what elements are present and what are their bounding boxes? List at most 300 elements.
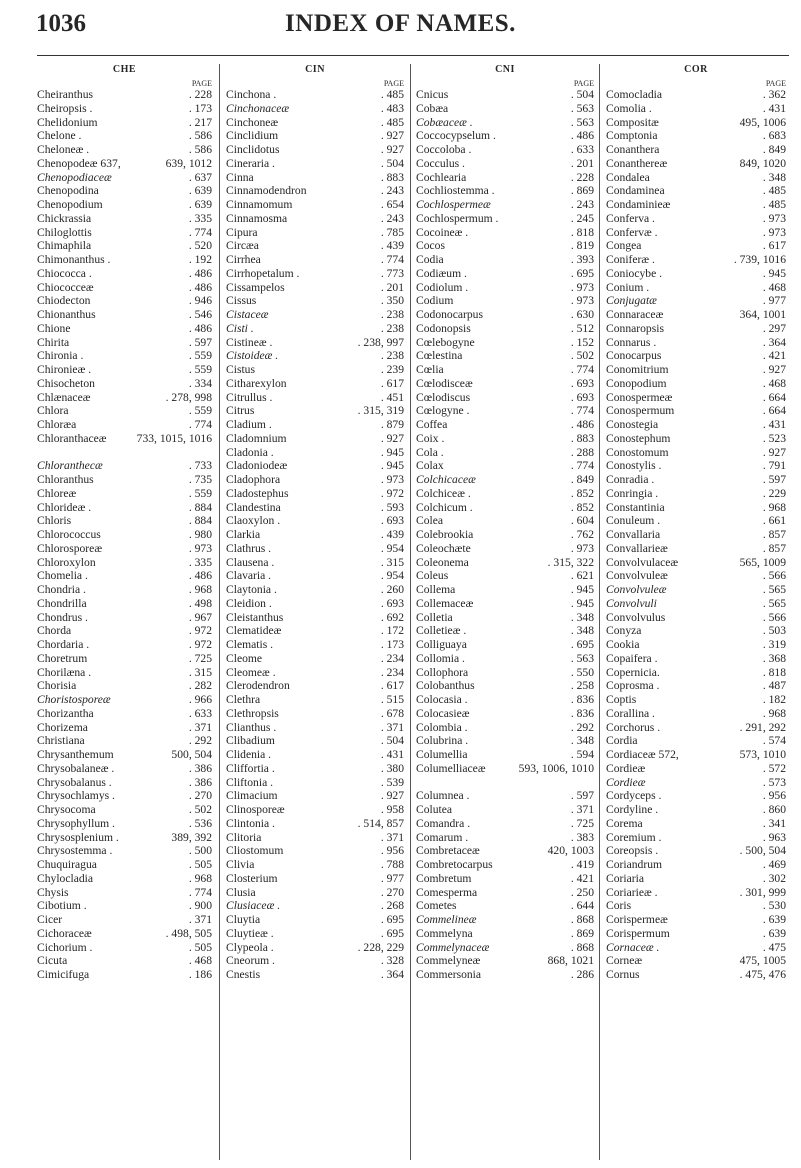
index-entry bbox=[37, 528, 212, 542]
column-heading: CNI bbox=[495, 64, 515, 75]
entry-page-ref: . 439 bbox=[380, 528, 404, 541]
index-entry bbox=[37, 556, 212, 570]
entry-name: Conjugatæ bbox=[606, 294, 657, 308]
index-entry bbox=[37, 363, 212, 377]
index-entry bbox=[37, 913, 212, 927]
index-entry bbox=[416, 528, 594, 542]
index-entry bbox=[226, 363, 404, 377]
index-entry bbox=[416, 707, 594, 721]
entry-name: Conostephum bbox=[606, 431, 671, 445]
index-entry bbox=[416, 817, 594, 831]
entry-name: Colubrina . bbox=[416, 734, 469, 748]
entry-page-ref: . 182 bbox=[762, 693, 786, 706]
entry-page-ref: . 945 bbox=[762, 266, 786, 280]
index-entry bbox=[37, 171, 212, 185]
entry-name: Choristosporeæ bbox=[37, 693, 111, 706]
entry-page-ref: . 762 bbox=[570, 528, 594, 541]
entry-name: Coleonema bbox=[416, 555, 469, 569]
index-entry bbox=[416, 556, 594, 570]
entry-page-ref: . 505 bbox=[188, 940, 212, 954]
index-column-cni bbox=[416, 64, 594, 982]
index-entry bbox=[606, 198, 786, 212]
entry-page-ref: . 849 bbox=[762, 143, 786, 156]
entry-name: Chrysobalanus . bbox=[37, 775, 112, 789]
entry-name: Chironieæ . bbox=[37, 363, 92, 376]
entry-page-ref: . 774 bbox=[570, 459, 594, 473]
index-entry bbox=[37, 198, 212, 212]
entry-name: Coleus bbox=[416, 569, 449, 583]
entry-page-ref: . 319 bbox=[762, 638, 786, 651]
entry-page-ref: . 968 bbox=[762, 706, 786, 720]
index-entry bbox=[226, 941, 404, 955]
entry-page-ref: 495, 1006 bbox=[739, 115, 786, 129]
entry-name: Colobanthus bbox=[416, 679, 475, 693]
entry-page-ref: . 348 bbox=[570, 610, 594, 624]
entry-name: Chloræa bbox=[37, 418, 77, 431]
index-entry bbox=[226, 624, 404, 638]
index-entry bbox=[37, 501, 212, 515]
entry-name: Cœlogyne . bbox=[416, 404, 470, 418]
index-entry bbox=[606, 858, 786, 872]
entry-page-ref: 475, 1005 bbox=[739, 954, 786, 968]
entry-name: Cisti . bbox=[226, 321, 254, 335]
entry-page-ref: . 504 bbox=[380, 156, 404, 170]
entry-page-ref: . 371 bbox=[188, 720, 212, 734]
entry-name: Clitoria bbox=[226, 830, 262, 844]
entry-name: Coix . bbox=[416, 431, 445, 445]
entry-name: Clinosporeæ bbox=[226, 803, 285, 816]
index-entry bbox=[606, 542, 786, 556]
index-entry bbox=[416, 666, 594, 680]
entry-page-ref: 593, 1006, 1010 bbox=[518, 761, 594, 775]
entry-page-ref: . 630 bbox=[570, 308, 594, 321]
page-title: INDEX OF NAMES. bbox=[285, 10, 516, 37]
entry-name: Convolvuleæ bbox=[606, 583, 667, 596]
entry-name: Connarus . bbox=[606, 335, 657, 349]
entry-page-ref: . 664 bbox=[762, 404, 786, 418]
entry-page-ref: . 539 bbox=[380, 775, 404, 789]
entry-name: Cochliostemma . bbox=[416, 184, 495, 198]
entry-name: Coccocypselum . bbox=[416, 129, 496, 143]
index-entry bbox=[37, 817, 212, 831]
index-entry bbox=[606, 886, 786, 900]
entry-page-ref: . 258 bbox=[570, 679, 594, 693]
entry-name: Cocculus . bbox=[416, 156, 465, 170]
index-entry bbox=[416, 404, 594, 418]
index-entry bbox=[226, 308, 404, 322]
entry-page-ref: . 483 bbox=[380, 101, 404, 115]
index-entry bbox=[37, 239, 212, 253]
entry-page-ref: . 819 bbox=[570, 239, 594, 253]
entry-page-ref: . 559 bbox=[188, 363, 212, 376]
entry-name: Colchicum . bbox=[416, 500, 473, 514]
index-entry bbox=[37, 776, 212, 790]
entry-page-ref: . 315, 319 bbox=[357, 404, 404, 418]
entry-name: Conostylis . bbox=[606, 459, 662, 473]
index-entry bbox=[606, 226, 786, 240]
entry-page-ref: 849, 1020 bbox=[739, 156, 786, 170]
entry-name: Cordia bbox=[606, 734, 638, 748]
index-column-che bbox=[37, 64, 212, 982]
entry-page-ref: . 348 bbox=[570, 734, 594, 748]
index-entry bbox=[606, 212, 786, 226]
entry-page-ref: . 661 bbox=[762, 514, 786, 528]
entry-page-ref: . 228 bbox=[188, 88, 212, 101]
entry-page-ref: . 572 bbox=[762, 761, 786, 775]
entry-page-ref: . 725 bbox=[188, 651, 212, 665]
entry-name: Chrysostemma . bbox=[37, 844, 113, 858]
entry-page-ref: . 654 bbox=[380, 198, 404, 211]
index-entry bbox=[416, 844, 594, 858]
entry-page-ref: . 250 bbox=[570, 885, 594, 899]
entry-name: Cœlebogyne bbox=[416, 335, 475, 349]
index-entry bbox=[226, 968, 404, 982]
index-entry bbox=[226, 693, 404, 707]
entry-page-ref: . 968 bbox=[762, 500, 786, 514]
entry-name: Chloroxylon bbox=[37, 555, 96, 569]
index-entry bbox=[37, 267, 212, 281]
entry-page-ref: . 695 bbox=[380, 913, 404, 926]
entry-name: Christiana bbox=[37, 734, 85, 748]
index-entry bbox=[37, 157, 212, 171]
index-entry bbox=[606, 487, 786, 501]
index-entry bbox=[416, 803, 594, 817]
entry-page-ref: . 565 bbox=[762, 583, 786, 596]
entry-name: Cometes bbox=[416, 899, 457, 913]
entry-name: Columellia bbox=[416, 748, 468, 761]
index-entry bbox=[416, 858, 594, 872]
index-entry bbox=[226, 514, 404, 528]
index-entry bbox=[416, 116, 594, 130]
entry-page-ref: . 386 bbox=[188, 775, 212, 789]
entry-name: Clianthus . bbox=[226, 720, 277, 734]
entry-name: Cladonia . bbox=[226, 445, 274, 459]
entry-name: Cordieæ bbox=[606, 761, 646, 775]
entry-name: Conyza bbox=[606, 624, 642, 638]
index-entry bbox=[37, 789, 212, 803]
index-entry bbox=[606, 501, 786, 515]
entry-name: Citharexylon bbox=[226, 376, 287, 390]
entry-name: Cleomeæ . bbox=[226, 665, 276, 679]
entry-name: Congea bbox=[606, 239, 642, 253]
entry-name: Conostegia bbox=[606, 418, 659, 431]
entry-name: Cleistanthus bbox=[226, 610, 284, 624]
index-entry bbox=[37, 954, 212, 968]
entry-page-ref: . 286 bbox=[570, 968, 594, 981]
index-entry bbox=[606, 432, 786, 446]
entry-page-ref: . 243 bbox=[380, 211, 404, 225]
entry-name: Chordaria . bbox=[37, 638, 90, 651]
entry-name: Columelliaceæ bbox=[416, 761, 486, 775]
index-entry bbox=[606, 707, 786, 721]
entry-page-ref: . 836 bbox=[570, 706, 594, 720]
index-entry bbox=[226, 886, 404, 900]
index-entry bbox=[606, 872, 786, 886]
entry-page-ref: . 229 bbox=[762, 486, 786, 500]
index-entry bbox=[37, 432, 212, 460]
index-entry bbox=[606, 803, 786, 817]
index-entry bbox=[416, 611, 594, 625]
entry-page-ref: . 368 bbox=[762, 651, 786, 665]
entry-page-ref: . 515 bbox=[380, 693, 404, 706]
entry-page-ref: . 774 bbox=[188, 885, 212, 899]
entry-name: Convolvulaceæ bbox=[606, 555, 679, 569]
entry-page-ref: . 860 bbox=[762, 803, 786, 816]
entry-page-ref: . 270 bbox=[380, 885, 404, 899]
index-entry bbox=[606, 693, 786, 707]
index-entry bbox=[606, 597, 786, 611]
index-entry bbox=[606, 418, 786, 432]
index-entry bbox=[37, 597, 212, 611]
index-entry bbox=[226, 446, 404, 460]
entry-page-ref: . 868 bbox=[570, 940, 594, 954]
page-column-label: PAGE bbox=[191, 79, 212, 88]
entry-page-ref: . 485 bbox=[380, 88, 404, 101]
index-entry bbox=[606, 666, 786, 680]
entry-page-ref: . 818 bbox=[762, 665, 786, 679]
entry-name: Cirrhea bbox=[226, 253, 261, 266]
entry-page-ref: . 486 bbox=[188, 321, 212, 335]
entry-page-ref: . 421 bbox=[762, 349, 786, 363]
index-entry bbox=[226, 569, 404, 583]
index-entry bbox=[416, 968, 594, 982]
index-entry bbox=[37, 899, 212, 913]
index-entry bbox=[226, 418, 404, 432]
entry-name: Conium . bbox=[606, 280, 650, 294]
entry-page-ref: . 234 bbox=[380, 665, 404, 679]
entry-page-ref: . 573 bbox=[762, 775, 786, 789]
entry-name: Citrus bbox=[226, 404, 255, 418]
index-entry bbox=[37, 666, 212, 680]
entry-page-ref: . 278, 998 bbox=[165, 390, 212, 404]
entry-name: Conospermeæ bbox=[606, 390, 673, 404]
entry-page-ref: . 958 bbox=[380, 803, 404, 816]
entry-name: Chondrilla bbox=[37, 596, 87, 610]
index-entry bbox=[416, 391, 594, 405]
entry-page-ref: . 520 bbox=[188, 239, 212, 253]
entry-page-ref: . 972 bbox=[188, 624, 212, 638]
index-entry bbox=[606, 102, 786, 116]
entry-name: Corneæ bbox=[606, 954, 643, 968]
entry-page-ref: . 419 bbox=[570, 858, 594, 871]
entry-page-ref: . 818 bbox=[570, 225, 594, 239]
index-entry bbox=[606, 556, 786, 570]
entry-page-ref: . 774 bbox=[380, 253, 404, 266]
index-entry bbox=[416, 349, 594, 363]
entry-name: Copaifera . bbox=[606, 651, 658, 665]
index-entry bbox=[416, 569, 594, 583]
index-entry bbox=[37, 886, 212, 900]
entry-page-ref: . 945 bbox=[570, 583, 594, 596]
index-entry bbox=[226, 858, 404, 872]
entry-name: Condaminea bbox=[606, 184, 665, 198]
entry-name: Clethropsis bbox=[226, 706, 279, 720]
index-entry bbox=[606, 913, 786, 927]
entry-name: Cichorium . bbox=[37, 940, 93, 954]
entry-name: Clavaria . bbox=[226, 569, 272, 583]
index-entry bbox=[226, 542, 404, 556]
entry-name: Corchorus . bbox=[606, 720, 661, 734]
entry-name: Conringia . bbox=[606, 486, 659, 500]
entry-page-ref: . 563 bbox=[570, 115, 594, 129]
index-entry bbox=[226, 748, 404, 762]
entry-name: Connaraceæ bbox=[606, 308, 664, 321]
entry-page-ref: . 498 bbox=[188, 596, 212, 610]
entry-page-ref: . 530 bbox=[762, 899, 786, 913]
entry-page-ref: . 597 bbox=[570, 789, 594, 803]
index-entry bbox=[416, 762, 594, 790]
index-entry bbox=[226, 391, 404, 405]
entry-name: Chelone . bbox=[37, 129, 82, 143]
entry-name: Coriaria bbox=[606, 871, 644, 885]
entry-page-ref: . 683 bbox=[762, 129, 786, 143]
entry-page-ref: . 350 bbox=[380, 294, 404, 308]
entry-name: Convolvuli bbox=[606, 596, 657, 610]
entry-page-ref: . 857 bbox=[762, 528, 786, 541]
entry-page-ref: . 633 bbox=[188, 706, 212, 720]
entry-page-ref: . 946 bbox=[188, 294, 212, 308]
entry-name: Chiloglottis bbox=[37, 225, 92, 239]
index-entry bbox=[226, 336, 404, 350]
index-entry bbox=[226, 487, 404, 501]
entry-name: Cicuta bbox=[37, 954, 68, 968]
index-entry bbox=[226, 377, 404, 391]
entry-name: Claytonia . bbox=[226, 583, 277, 596]
index-entry bbox=[37, 294, 212, 308]
entry-page-ref: . 664 bbox=[762, 390, 786, 404]
entry-page-ref: . 836 bbox=[570, 693, 594, 706]
index-entry bbox=[606, 294, 786, 308]
entry-name: Compositæ bbox=[606, 115, 659, 129]
entry-name: Collemaceæ bbox=[416, 596, 474, 610]
index-entry bbox=[37, 968, 212, 982]
entry-page-ref: . 291, 292 bbox=[739, 720, 786, 734]
entry-name: Clathrus . bbox=[226, 541, 272, 555]
entry-page-ref: . 739, 1016 bbox=[733, 253, 786, 266]
entry-name: Chickrassia bbox=[37, 211, 92, 225]
entry-page-ref: . 341 bbox=[762, 816, 786, 830]
entry-name: Cheiropsis . bbox=[37, 101, 93, 115]
entry-page-ref: 565, 1009 bbox=[739, 555, 786, 569]
entry-name: Clidenia . bbox=[226, 748, 272, 761]
entry-name: Cicer bbox=[37, 913, 63, 926]
entry-page-ref: . 879 bbox=[380, 418, 404, 431]
index-entry bbox=[37, 748, 212, 762]
index-entry bbox=[226, 501, 404, 515]
entry-name: Cochlospermum . bbox=[416, 211, 499, 225]
entry-page-ref: . 773 bbox=[380, 266, 404, 280]
entry-name: Coleochæte bbox=[416, 541, 471, 555]
entry-name: Conospermum bbox=[606, 404, 675, 418]
entry-name: Cobæaceæ . bbox=[416, 115, 473, 129]
entry-name: Colletieæ . bbox=[416, 624, 467, 638]
entry-name: Cocoineæ . bbox=[416, 225, 469, 239]
entry-name: Coriandrum bbox=[606, 858, 663, 871]
entry-page-ref: . 512 bbox=[570, 321, 594, 335]
index-entry bbox=[606, 954, 786, 968]
entry-page-ref: . 431 bbox=[762, 101, 786, 115]
index-entry bbox=[606, 776, 786, 790]
page-column-label: PAGE bbox=[765, 79, 786, 88]
entry-page-ref: . 977 bbox=[762, 294, 786, 308]
column-divider bbox=[410, 64, 411, 1160]
entry-page-ref: . 695 bbox=[570, 638, 594, 651]
entry-name: Chloranthus bbox=[37, 473, 94, 486]
entry-page-ref: . 593 bbox=[380, 500, 404, 514]
entry-name: Cladomnium bbox=[226, 431, 287, 445]
entry-page-ref: . 868 bbox=[570, 913, 594, 926]
index-entry bbox=[416, 253, 594, 267]
entry-name: Chrysochlamys . bbox=[37, 789, 115, 803]
index-entry bbox=[416, 418, 594, 432]
entry-name: Chelidonium bbox=[37, 115, 98, 129]
entry-name: Convolvuleæ bbox=[606, 569, 668, 583]
index-entry bbox=[606, 253, 786, 267]
entry-name: Cordyceps . bbox=[606, 789, 662, 803]
entry-name: Comandra . bbox=[416, 816, 471, 830]
index-entry bbox=[606, 679, 786, 693]
entry-name: Conanthereæ bbox=[606, 156, 668, 170]
entry-name: Coccoloba . bbox=[416, 143, 472, 156]
index-column-cor bbox=[606, 64, 786, 982]
entry-page-ref: . 536 bbox=[188, 816, 212, 830]
entry-page-ref: . 302 bbox=[762, 871, 786, 885]
entry-page-ref: . 639 bbox=[762, 913, 786, 926]
index-entry bbox=[606, 267, 786, 281]
entry-page-ref: . 546 bbox=[188, 308, 212, 321]
entry-name: Choretrum bbox=[37, 651, 88, 665]
entry-page-ref: . 973 bbox=[570, 541, 594, 555]
entry-page-ref: . 239 bbox=[380, 363, 404, 376]
entry-page-ref: 868, 1021 bbox=[547, 954, 594, 968]
entry-name: Cliffortia . bbox=[226, 761, 275, 775]
entry-page-ref: . 469 bbox=[762, 858, 786, 871]
entry-page-ref: . 693 bbox=[570, 390, 594, 404]
index-entry bbox=[606, 336, 786, 350]
index-entry bbox=[226, 129, 404, 143]
index-entry bbox=[226, 212, 404, 226]
entry-page-ref: . 954 bbox=[380, 541, 404, 555]
index-entry bbox=[416, 143, 594, 157]
entry-name: Clausena . bbox=[226, 555, 275, 569]
index-entry bbox=[416, 624, 594, 638]
entry-page-ref: . 475 bbox=[762, 940, 786, 954]
index-entry bbox=[37, 88, 212, 102]
index-entry bbox=[606, 844, 786, 858]
entry-page-ref: . 852 bbox=[570, 500, 594, 514]
entry-page-ref: . 514, 857 bbox=[357, 816, 404, 830]
index-entry bbox=[226, 831, 404, 845]
index-entry bbox=[37, 762, 212, 776]
entry-name: Corispermum bbox=[606, 926, 670, 940]
entry-name: Chionanthus bbox=[37, 308, 96, 321]
entry-page-ref: . 500 bbox=[188, 844, 212, 858]
index-entry bbox=[606, 569, 786, 583]
entry-name: Colebrookia bbox=[416, 528, 474, 541]
entry-page-ref: . 563 bbox=[570, 101, 594, 115]
entry-name: Cnestis bbox=[226, 968, 261, 981]
index-entry bbox=[226, 803, 404, 817]
entry-name: Chlorideæ . bbox=[37, 500, 92, 514]
index-entry bbox=[37, 129, 212, 143]
index-entry bbox=[37, 941, 212, 955]
entry-name: Coniocybe . bbox=[606, 266, 663, 280]
index-entry bbox=[37, 624, 212, 638]
index-entry bbox=[37, 184, 212, 198]
entry-page-ref: . 973 bbox=[380, 473, 404, 486]
entry-page-ref: . 586 bbox=[188, 143, 212, 156]
entry-page-ref: . 884 bbox=[188, 514, 212, 528]
